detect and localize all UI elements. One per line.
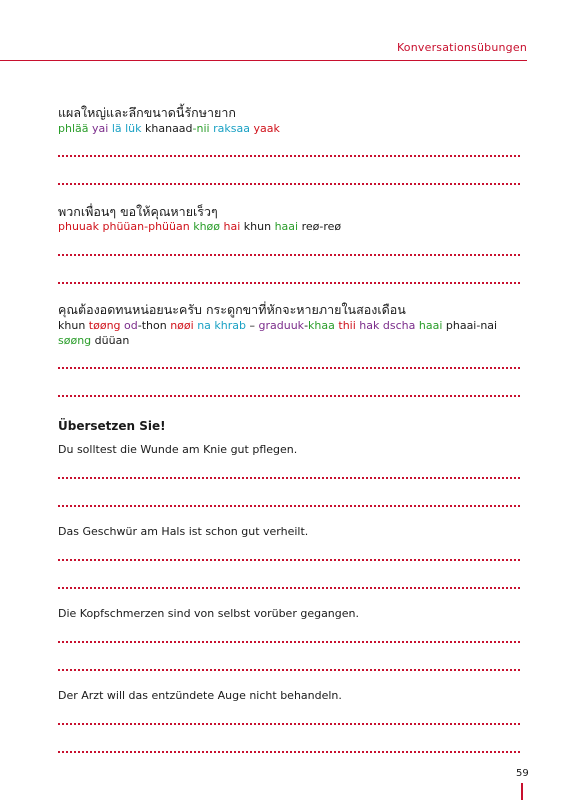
transliteration-segment: graduuk — [258, 319, 305, 332]
transliteration-segment: – — [246, 319, 259, 332]
transliteration-segment: na — [197, 319, 211, 332]
transliteration-segment: raksaa — [213, 122, 250, 135]
german-sentence-1: Du solltest die Wunde am Knie gut pflegen. — [58, 443, 298, 456]
transliteration-segment: haai — [274, 220, 299, 233]
thai-sentence-2: พวกเพื่อนๆ ขอให้คุณหายเร็วๆ — [58, 204, 218, 219]
transliteration-segment: hai — [223, 220, 241, 233]
answer-line[interactable] — [58, 367, 520, 369]
transliteration-segment: thii — [338, 319, 356, 332]
answer-line[interactable] — [58, 155, 520, 157]
transliteration-3 — [58, 318, 524, 348]
answer-line[interactable] — [58, 751, 520, 753]
answer-line[interactable] — [58, 723, 520, 725]
transliteration-segment: yaak — [253, 122, 280, 135]
transliteration-segment: reø-reø — [298, 220, 342, 233]
transliteration-segment: khun — [58, 319, 89, 332]
thai-sentence-1: แผลใหญ่และลึกขนาดนี้รักษายาก — [58, 105, 236, 120]
german-sentence-3: Die Kopfschmerzen sind von selbst vorüber gegangen. — [58, 607, 359, 620]
page-number: 59 — [516, 768, 529, 779]
answer-line[interactable] — [58, 559, 520, 561]
answer-line[interactable] — [58, 505, 520, 507]
transliteration-segment: khøø — [193, 220, 221, 233]
transliteration-segment: søøng — [58, 334, 92, 347]
transliteration-segment: -thon — [137, 319, 171, 332]
transliteration-segment: khaa — [308, 319, 335, 332]
answer-line[interactable] — [58, 477, 520, 479]
translation-heading: Übersetzen Sie! — [58, 419, 166, 433]
answer-line[interactable] — [58, 282, 520, 284]
transliteration-segment: khrab — [214, 319, 247, 332]
transliteration-segment: - — [304, 319, 309, 332]
transliteration-segment: tøøng — [88, 319, 121, 332]
header-rule — [0, 60, 527, 61]
answer-line[interactable] — [58, 254, 520, 256]
transliteration-segment: -nii — [192, 122, 210, 135]
transliteration-segment: haai — [418, 319, 443, 332]
transliteration-segment: yai — [92, 122, 109, 135]
thai-sentence-3: คุณต้องอดทนหน่อยนะครับ กระดูกขาที่หักจะหายภายในสองเดือน — [58, 302, 406, 317]
german-sentence-2: Das Geschwür am Hals ist schon gut verheilt. — [58, 525, 309, 538]
german-sentence-4: Der Arzt will das entzündete Auge nicht behandeln. — [58, 689, 342, 702]
transliteration-1 — [58, 121, 524, 136]
transliteration-2 — [58, 219, 524, 234]
transliteration-segment: düüan — [91, 334, 130, 347]
section-title: Konversationsübungen — [396, 41, 527, 54]
transliteration-segment: nøøi — [170, 319, 194, 332]
answer-line[interactable] — [58, 183, 520, 185]
transliteration-segment: phuuak phüüan-phüüan — [58, 220, 190, 233]
answer-line[interactable] — [58, 587, 520, 589]
transliteration-segment: phlää — [58, 122, 89, 135]
transliteration-segment: phaai-nai — [442, 319, 498, 332]
transliteration-segment: lä lük — [111, 122, 142, 135]
transliteration-segment: dscha — [382, 319, 416, 332]
transliteration-segment: hak — [359, 319, 380, 332]
transliteration-segment: khun — [240, 220, 275, 233]
answer-line[interactable] — [58, 641, 520, 643]
transliteration-segment: khanaad — [141, 122, 193, 135]
page-marker — [521, 783, 523, 800]
answer-line[interactable] — [58, 395, 520, 397]
transliteration-segment: od — [124, 319, 138, 332]
answer-line[interactable] — [58, 669, 520, 671]
